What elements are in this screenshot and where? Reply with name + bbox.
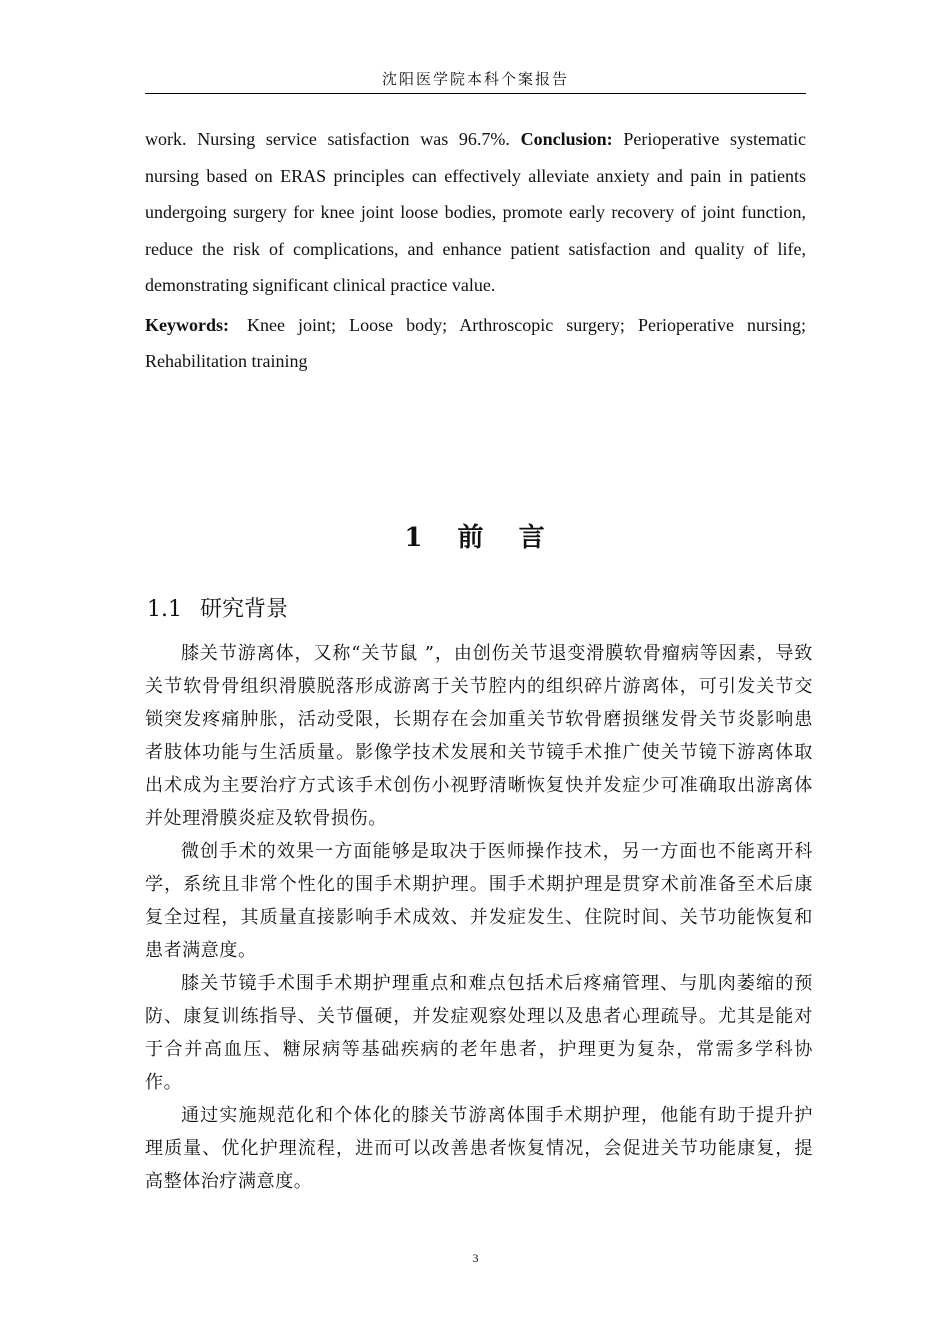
header-rule — [145, 93, 806, 94]
body-paragraph-4: 通过实施规范化和个体化的膝关节游离体围手术期护理，他能有助于提升护理质量、优化护理流程，进而可以改善患者恢复情况，会促进关节功能康复，提高整体治疗满意度。 — [145, 1105, 813, 1192]
body-paragraph-2: 微创手术的效果一方面能够是取决于医师操作技术，另一方面也不能离开科学，系统且非常个性化的围手术期护理。围手术期护理是贯穿术前准备至术后康复全过程，其质量直接影响手术成效、并发症发生、住院时间、关节功能恢复和患者满意度。 — [145, 841, 813, 961]
page-number: 3 — [472, 1251, 479, 1265]
body-text — [145, 637, 813, 1198]
chapter-number: 1 — [404, 523, 425, 553]
abstract-text-before: work. Nursing service satisfaction was 96.7%. — [145, 129, 510, 149]
chapter-heading — [145, 518, 806, 558]
running-header: 沈阳医学院本科个案报告 — [381, 70, 569, 88]
conclusion-label: Conclusion: — [520, 129, 613, 149]
body-paragraph-3: 膝关节镜手术围手术期护理重点和难点包括术后疼痛管理、与肌肉萎缩的预防、康复训练指导、关节僵硬，并发症观察处理以及患者心理疏导。尤其是能对于合并高血压、糖尿病等基础疾病的老年患者，护理更为复杂，常需多学科协作。 — [145, 973, 813, 1093]
body-paragraph-1: 膝关节游离体，又称“关节鼠 ”，由创伤关节退变滑膜软骨瘤病等因素，导致关节软骨骨组织滑膜脱落形成游离于关节腔内的组织碎片游离体，可引发关节交锁突发疼痛肿胀，活动受限，长期存在会加重关节软骨磨损继发骨关节炎影响患者肢体功能与生活质量。影像学技术发展和关节镜手术推广使关节镜下游离体取出术成为主要治疗方式该手术创伤小视野清晰恢复快并发症少可准确取出游离体并处理滑膜炎症及软骨损伤。 — [145, 643, 813, 829]
section-number: 1.1 — [147, 597, 182, 622]
keywords-paragraph — [145, 307, 806, 379]
abstract-text-after: Perioperative systematic nursing based on ERAS principles can effectively alleviate anxiety and pain in patients undergoing surgery for knee joint loose bodies, promote early recovery of joint function, reduce the risk of complications, and enhance patient satisfaction and quality of life, demonstrating significant clinical practice value. — [145, 129, 806, 296]
chapter-title: 前 言 — [457, 523, 547, 553]
abstract-paragraph — [145, 121, 806, 304]
section-heading — [147, 592, 288, 628]
section-title: 研究背景 — [200, 597, 289, 622]
keywords-label: Keywords: — [145, 314, 229, 335]
abstract-continuation — [145, 121, 806, 379]
keywords-text: Knee joint; Loose body; Arthroscopic surgery; Perioperative nursing; Rehabilitation training — [145, 314, 806, 371]
